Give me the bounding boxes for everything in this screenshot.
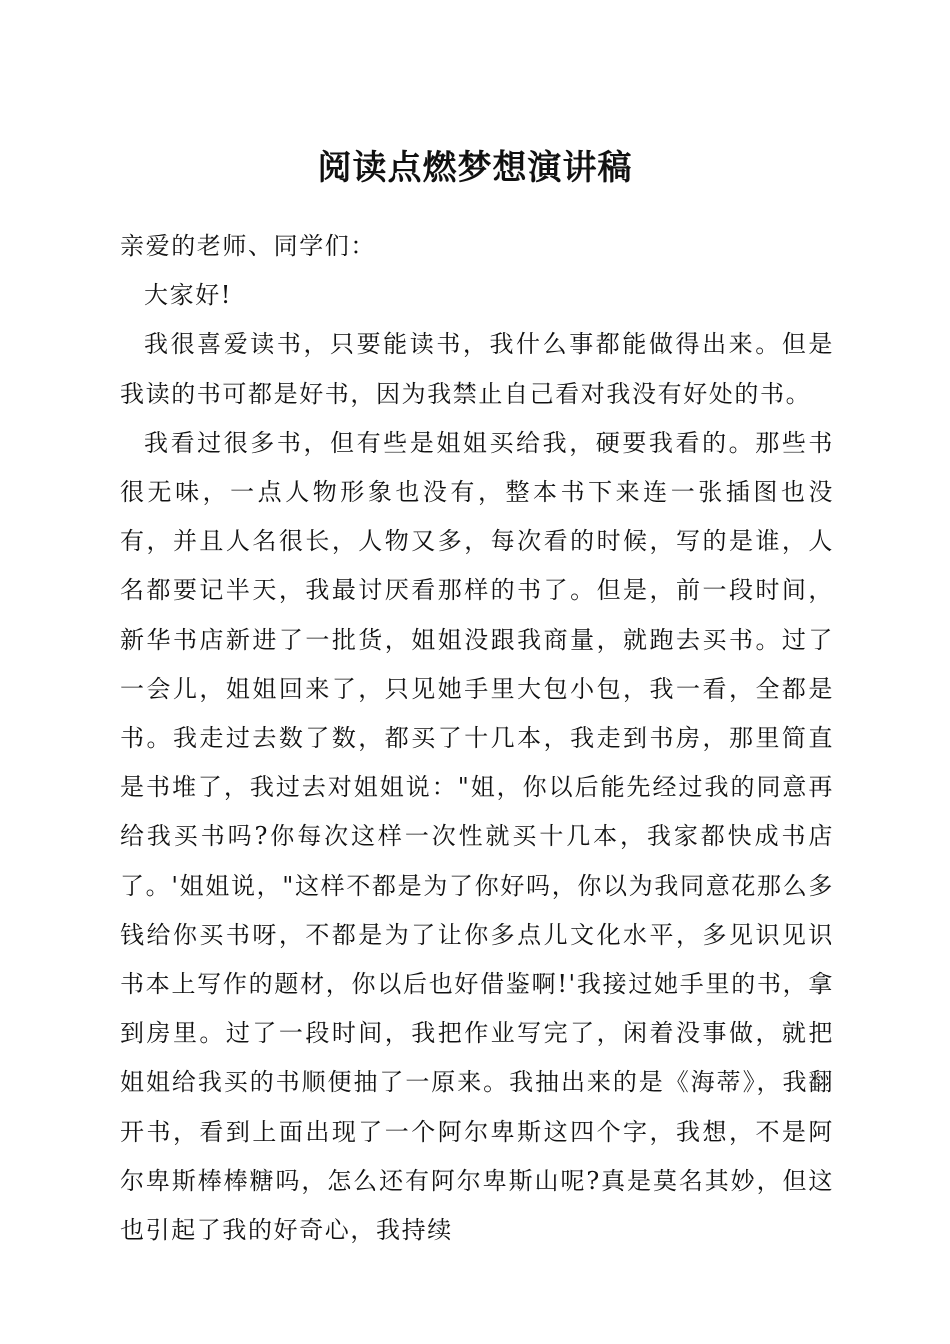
greeting: 大家好!	[144, 281, 233, 310]
document-body	[120, 222, 834, 1255]
paragraph-2: 我看过很多书，但有些是姐姐买给我，硬要我看的。那些书很无味，一点人物形象也没有，整本书下来连一张插图也没有，并且人名很长，人物又多，每次看的时候，写的是谁，人名都要记半天，我最讨厌看那样的书了。但是，前一段时间，新华书店新进了一批货，姐姐没跟我商量，就跑去买书。过了一会儿，姐姐回来了，只见她手里大包小包，我一看，全都是书。我走过去数了数，都买了十几本，我走到书房，那里简直是书堆了，我过去对姐姐说："姐，你以后能先经过我的同意再给我买书吗?你每次这样一次性就买十几本，我家都快成书店了。'姐姐说，"这样不都是为了你好吗，你以为我同意花那么多钱给你买书呀，不都是为了让你多点儿文化水平，多见识见识书本上写作的题材，你以后也好借鉴啊!'我接过她手里的书，拿到房里。过了一段时间，我把作业写完了，闲着没事做，就把姐姐给我买的书顺便抽了一原来。我抽出来的是《海蒂》，我翻开书，看到上面出现了一个阿尔卑斯这四个字，我想，不是阿尔卑斯棒棒糖吗，怎么还有阿尔卑斯山呢?真是莫名其妙，但这也引起了我的好奇心，我持续	[120, 428, 834, 1245]
paragraph-1: 我很喜爱读书，只要能读书，我什么事都能做得出来。但是我读的书可都是好书，因为我禁止自己看对我没有好处的书。	[120, 330, 834, 408]
document-title: 阅读点燃梦想演讲稿	[317, 148, 633, 188]
salutation: 亲爱的老师、同学们：	[120, 232, 376, 260]
